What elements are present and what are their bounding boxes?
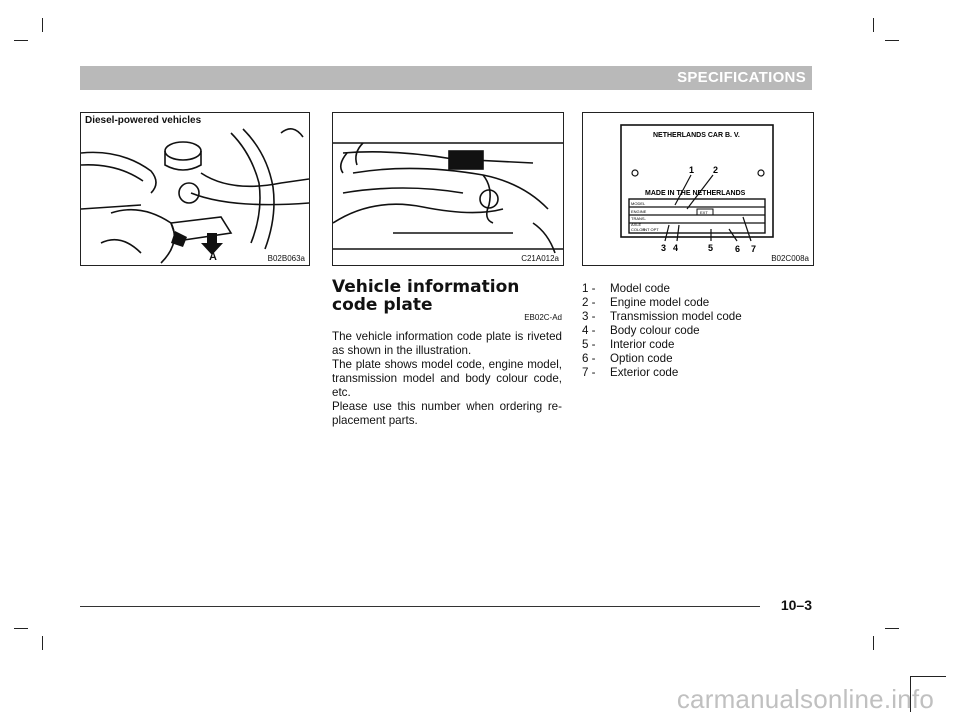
- plate-location-illustration: [333, 113, 563, 265]
- figure-code: B02B063a: [267, 254, 305, 263]
- callout-4: 4: [673, 243, 679, 253]
- crop-mark: [14, 628, 28, 629]
- list-item: [582, 352, 742, 366]
- crop-mark: [873, 18, 874, 32]
- crop-mark: [14, 40, 28, 41]
- figure-diesel-engine: [80, 112, 310, 266]
- page-number: 10–3: [780, 597, 812, 613]
- plate-made-text: MADE IN THE NETHERLANDS: [645, 190, 746, 197]
- body-paragraph: Please use this number when ordering re-placement parts.: [332, 400, 562, 427]
- legend-label: Interior code: [610, 338, 675, 351]
- section-code: EB02C-Ad: [524, 313, 562, 322]
- footer-rule: [80, 606, 760, 607]
- legend-number: 3 -: [582, 310, 596, 323]
- plate-row-label: COLOR: [631, 227, 646, 232]
- callout-2: 2: [713, 165, 719, 175]
- callout-6: 6: [735, 244, 741, 254]
- section-body: [332, 330, 562, 428]
- crop-mark: [42, 18, 43, 32]
- crop-mark: [42, 636, 43, 650]
- header-bar: [80, 66, 812, 90]
- callout-3: 3: [661, 243, 667, 253]
- callout-a: A: [209, 251, 217, 263]
- list-item: [582, 296, 742, 310]
- list-item: [582, 282, 742, 296]
- legend-number: 1 -: [582, 282, 596, 295]
- list-item: [582, 324, 742, 338]
- body-paragraph: The plate shows model code, engine model, transmission model and body colour code, etc.: [332, 358, 562, 399]
- engine-illustration: [81, 113, 309, 265]
- plate-brand-text: NETHERLANDS CAR B. V.: [653, 132, 740, 139]
- legend-label: Model code: [610, 282, 670, 295]
- plate-row-label: AXLE: [631, 222, 642, 227]
- figure-info-plate: [582, 112, 814, 266]
- legend-label: Engine model code: [610, 296, 710, 309]
- legend-number: 7 -: [582, 366, 596, 379]
- crop-mark: [885, 40, 899, 41]
- body-paragraph: The vehicle information code plate is riveted as shown in the illustration.: [332, 330, 562, 357]
- legend-label: Option code: [610, 352, 673, 365]
- list-item: [582, 338, 742, 352]
- plate-row-label: MODEL: [631, 201, 646, 206]
- section-heading: Vehicle information code plate: [332, 277, 520, 315]
- plate-row-label: ENGINE: [631, 209, 647, 214]
- figure-code: C21A012a: [521, 254, 559, 263]
- info-plate-illustration: [583, 113, 813, 265]
- legend-label: Exterior code: [610, 366, 679, 379]
- callout-1: 1: [689, 165, 695, 175]
- watermark-link[interactable]: carmanualsonline.info: [676, 684, 934, 714]
- legend-number: 2 -: [582, 296, 596, 309]
- crop-mark: [910, 676, 946, 677]
- plate-ext-label: EXT: [700, 210, 708, 215]
- legend-label: Body colour code: [610, 324, 700, 337]
- legend-label: Transmission model code: [610, 310, 742, 323]
- figure-title: Diesel-powered vehicles: [85, 115, 202, 126]
- callout-7: 7: [751, 244, 757, 254]
- legend-list: [582, 282, 742, 380]
- crop-mark: [885, 628, 899, 629]
- list-item: [582, 310, 742, 324]
- legend-number: 6 -: [582, 352, 596, 365]
- plate-row-label: TRANS-: [631, 216, 646, 221]
- callout-5: 5: [708, 243, 714, 253]
- legend-number: 4 -: [582, 324, 596, 337]
- crop-mark: [873, 636, 874, 650]
- figure-code: B02C008a: [771, 254, 809, 263]
- plate-row-label: INT OPT: [643, 227, 659, 232]
- legend-number: 5 -: [582, 338, 596, 351]
- figure-plate-location: [332, 112, 564, 266]
- list-item: [582, 366, 742, 380]
- page-title: SPECIFICATIONS: [677, 69, 806, 86]
